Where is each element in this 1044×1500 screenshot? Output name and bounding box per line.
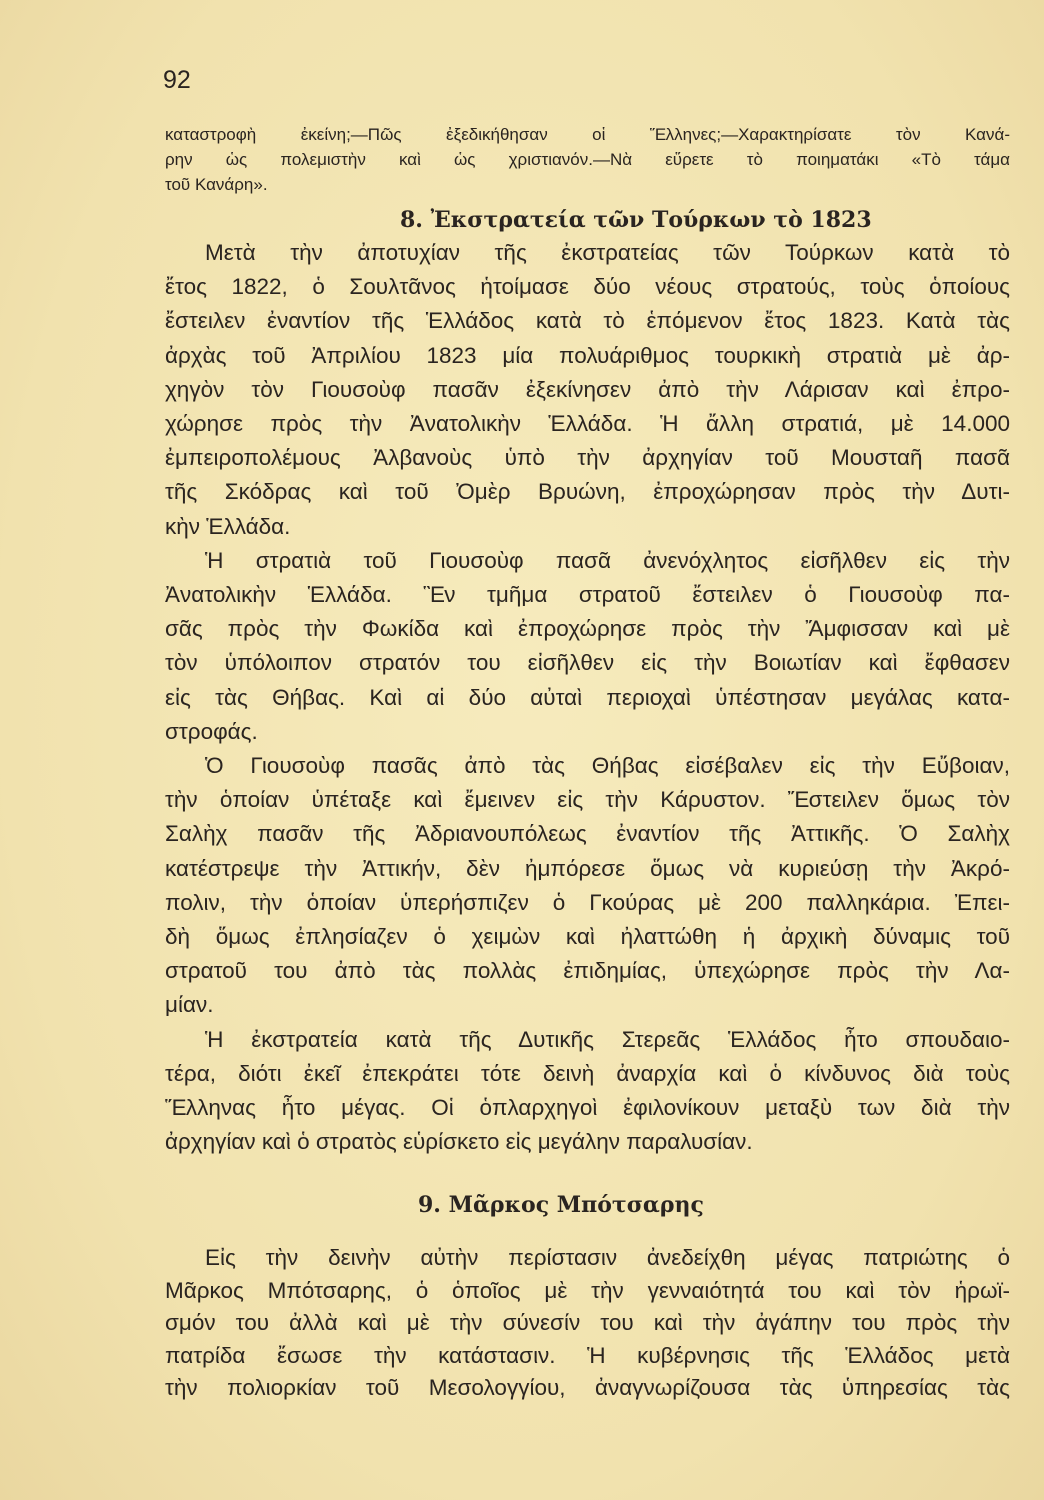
text-line: πατρίδα ἔσωσε τὴν κατάστασιν. Ἡ κυβέρνησις τῆς Ἑλλάδος μετὰ <box>165 1342 1010 1368</box>
page-number: 92 <box>163 66 191 94</box>
text-line: πολιν, τὴν ὁποίαν ὑπερήσπιζεν ὁ Γκούρας μὲ 200 παλληκάρια. Ἐπει- <box>165 889 1010 915</box>
section-heading-9: 9. Μᾶρκος Μπότσαρης <box>418 1192 704 1218</box>
section-8-body <box>165 236 1010 1159</box>
text-line: Ἀνατολικὴν Ἑλλάδα. Ἓν τμῆμα στρατοῦ ἔστειλεν ὁ Γιουσοὺφ πα- <box>165 582 1010 608</box>
text-line: Ἡ στρατιὰ τοῦ Γιουσοὺφ πασᾶ ἀνενόχλητος εἰσῆλθεν εἰς τὴν <box>205 547 1010 573</box>
text-line: τῆς Σκόδρας καὶ τοῦ Ὀμὲρ Βρυώνη, ἐπροχώρησαν πρὸς τὴν Δυτι- <box>165 479 1010 505</box>
text-line: στρατοῦ του ἀπὸ τὰς πολλὰς ἐπιδημίας, ὑπεχώρησε πρὸς τὴν Λα- <box>165 958 1010 984</box>
text-line: κατέστρεψε τὴν Ἀττικήν, δὲν ἠμπόρεσε ὅμως νὰ κυριεύσῃ τὴν Ἀκρό- <box>165 855 1010 881</box>
section-heading-8: 8. Ἐκστρατεία τῶν Τούρκων τὸ 1823 <box>400 207 872 233</box>
text-line: καταστροφὴ ἐκείνη;—Πῶς ἐξεδικήθησαν οἱ Ἕλληνες;—Χαρακτηρίσατε τὸν Κανά- <box>165 125 1010 144</box>
paragraph <box>165 236 1010 544</box>
text-line: Μετὰ τὴν ἀποτυχίαν τῆς ἐκστρατείας τῶν Τούρκων κατὰ τὸ <box>205 240 1010 265</box>
text-line: ἀρχὰς τοῦ Ἀπριλίου 1823 μία πολυάριθμος τουρκικὴ στρατιὰ μὲ ἀρ- <box>165 342 1010 368</box>
text-line: ἐμπειροπολέμους Ἀλβανοὺς ὑπὸ τὴν ἀρχηγίαν τοῦ Μουσταῆ πασᾶ <box>165 445 1010 471</box>
text-line: τέρα, διότι ἐκεῖ ἐπεκράτει τότε δεινὴ ἀναρχία καὶ ὁ κίνδυνος διὰ τοὺς <box>165 1060 1010 1086</box>
paragraph <box>165 1242 1010 1405</box>
text-line: τὸν ὑπόλοιπον στρατόν του εἰσῆλθεν εἰς τὴν Βοιωτίαν καὶ ἔφθασεν <box>165 650 1010 676</box>
text-line: χώρησε πρὸς τὴν Ἀνατολικὴν Ἑλλάδα. Ἡ ἄλλη στρατιά, μὲ 14.000 <box>165 411 1010 437</box>
text-line: κὴν Ἑλλάδα. <box>165 513 291 539</box>
text-line: Ἕλληνας ἦτο μέγας. Οἱ ὁπλαρχηγοὶ ἐφιλονίκουν μεταξὺ των διὰ τὴν <box>165 1095 1010 1121</box>
text-line: τοῦ Κανάρη». <box>165 175 268 194</box>
text-line: ρην ὡς πολεμιστὴν καὶ ὡς χριστιανόν.—Νὰ εὕρετε τὸ ποιηματάκι «Τὸ τάμα <box>165 150 1010 169</box>
text-line: χηγὸν τὸν Γιουσοὺφ πασᾶν ἐξεκίνησεν ἀπὸ τὴν Λάρισαν καὶ ἐπρο- <box>165 376 1010 402</box>
review-questions <box>165 122 1010 197</box>
text-line: τὴν πολιορκίαν τοῦ Μεσολογγίου, ἀναγνωρίζουσα τὰς ὑπηρεσίας τὰς <box>165 1375 1010 1400</box>
text-line: Ἡ ἐκστρατεία κατὰ τῆς Δυτικῆς Στερεᾶς Ἑλλάδος ἦτο σπουδαιο- <box>205 1026 1010 1052</box>
text-line: μίαν. <box>165 992 214 1018</box>
paragraph <box>165 749 1010 1023</box>
text-line: Εἰς τὴν δεινὴν αὐτὴν περίστασιν ἀνεδείχθη μέγας πατριώτης ὁ <box>205 1245 1010 1270</box>
paragraph <box>165 1023 1010 1160</box>
text-line: σμόν του ἀλλὰ καὶ μὲ τὴν σύνεσίν του καὶ τὴν ἀγάπην του πρὸς τὴν <box>165 1310 1010 1335</box>
text-line: εἰς τὰς Θήβας. Καὶ αἱ δύο αὐταὶ περιοχαὶ ὑπέστησαν μεγάλας κατα- <box>165 684 1010 710</box>
text-line: Μᾶρκος Μπότσαρης, ὁ ὁποῖος μὲ τὴν γενναιότητά του καὶ τὸν ἡρωϊ- <box>165 1277 1010 1303</box>
text-line: Σαλὴχ πασᾶν τῆς Ἀδριανουπόλεως ἐναντίον τῆς Ἀττικῆς. Ὁ Σαλὴχ <box>165 821 1010 847</box>
paragraph <box>165 544 1010 749</box>
section-9-body <box>165 1242 1010 1405</box>
text-line: Ὁ Γιουσοὺφ πασᾶς ἀπὸ τὰς Θήβας εἰσέβαλεν εἰς τὴν Εὔβοιαν, <box>205 753 1010 779</box>
text-line: σᾶς πρὸς τὴν Φωκίδα καὶ ἐπροχώρησε πρὸς τὴν Ἄμφισσαν καὶ μὲ <box>165 616 1010 642</box>
text-line: τὴν ὁποίαν ὑπέταξε καὶ ἔμεινεν εἰς τὴν Κάρυστον. Ἔστειλεν ὅμως τὸν <box>165 787 1010 813</box>
text-line: δὴ ὅμως ἐπλησίαζεν ὁ χειμὼν καὶ ἠλαττώθη ἡ ἀρχικὴ δύναμις τοῦ <box>165 924 1010 950</box>
text-line: ἀρχηγίαν καὶ ὁ στρατὸς εὑρίσκετο εἰς μεγάλην παραλυσίαν. <box>165 1129 753 1155</box>
text-line: στροφάς. <box>165 718 258 744</box>
text-line: ἔτος 1822, ὁ Σουλτᾶνος ἡτοίμασε δύο νέους στρατούς, τοὺς ὁποίους <box>165 274 1010 300</box>
text-line: ἔστειλεν ἐναντίον τῆς Ἑλλάδος κατὰ τὸ ἑπόμενον ἔτος 1823. Κατὰ τὰς <box>165 308 1010 334</box>
